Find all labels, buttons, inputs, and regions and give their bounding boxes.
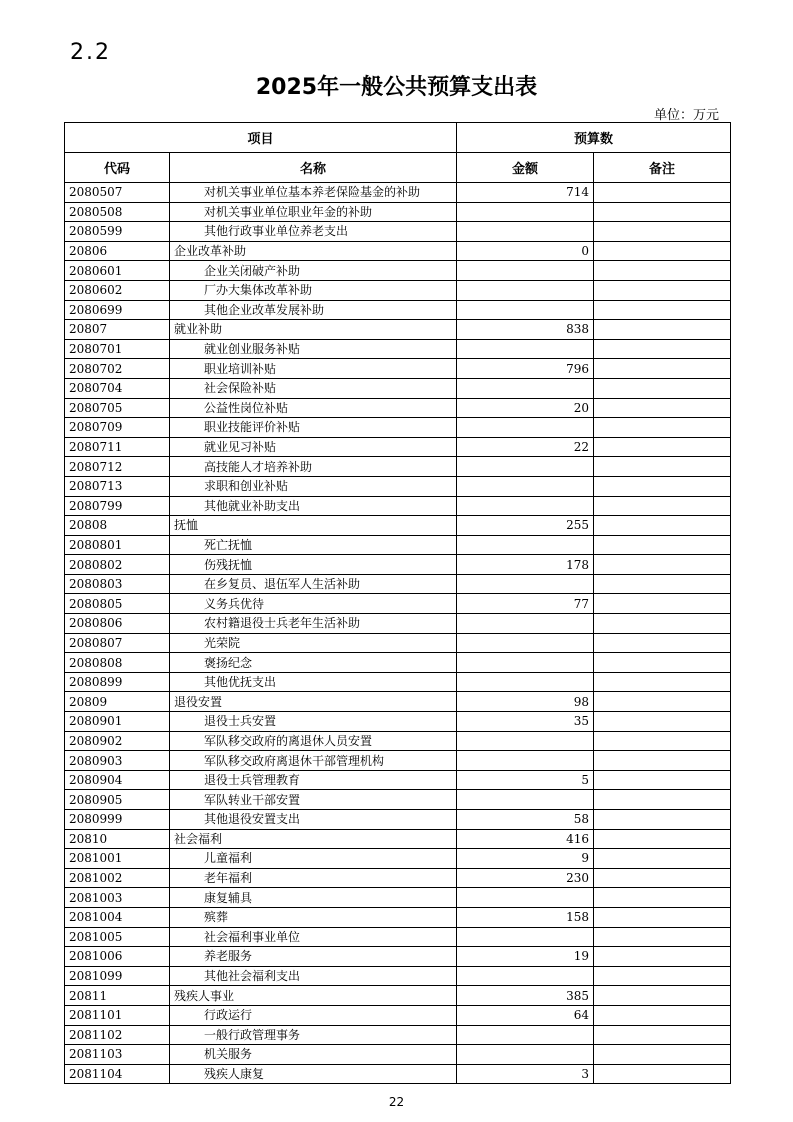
- row-amount: 9: [457, 849, 594, 869]
- row-name: 抚恤: [170, 516, 457, 536]
- row-amount: [457, 888, 594, 908]
- row-code: 2080702: [65, 359, 170, 379]
- row-amount: 35: [457, 712, 594, 732]
- row-name: 高技能人才培养补助: [170, 457, 457, 477]
- row-code: 2080699: [65, 300, 170, 320]
- row-note: [594, 359, 731, 379]
- row-code: 2080806: [65, 614, 170, 634]
- table-row: [65, 770, 731, 790]
- row-amount: [457, 731, 594, 751]
- row-code: 2080602: [65, 280, 170, 300]
- row-code: 2080802: [65, 555, 170, 575]
- row-name: 农村籍退役士兵老年生活补助: [170, 614, 457, 634]
- row-code: 2080805: [65, 594, 170, 614]
- table-row: [65, 907, 731, 927]
- page-number: 22: [388, 1095, 405, 1109]
- table-row: [65, 457, 731, 477]
- row-amount: [457, 751, 594, 771]
- table-row: [65, 1045, 731, 1065]
- header-amount: 金额: [457, 153, 594, 183]
- row-name: 职业培训补贴: [170, 359, 457, 379]
- row-name: 退役士兵安置: [170, 712, 457, 732]
- row-name: 退役士兵管理教育: [170, 770, 457, 790]
- row-code: 2080704: [65, 378, 170, 398]
- row-amount: [457, 574, 594, 594]
- row-amount: [457, 300, 594, 320]
- table-row: [65, 751, 731, 771]
- row-amount: 22: [457, 437, 594, 457]
- row-name: 养老服务: [170, 947, 457, 967]
- table-row: [65, 418, 731, 438]
- row-note: [594, 770, 731, 790]
- row-note: [594, 280, 731, 300]
- table-row: [65, 849, 731, 869]
- row-amount: [457, 457, 594, 477]
- row-amount: 77: [457, 594, 594, 614]
- row-amount: [457, 790, 594, 810]
- table-row: [65, 986, 731, 1006]
- table-body: [65, 183, 731, 1084]
- row-code: 2081004: [65, 907, 170, 927]
- row-note: [594, 829, 731, 849]
- table-row: [65, 555, 731, 575]
- header-note: 备注: [594, 153, 731, 183]
- table-row: [65, 202, 731, 222]
- row-note: [594, 849, 731, 869]
- row-name: 机关服务: [170, 1045, 457, 1065]
- row-note: [594, 751, 731, 771]
- row-note: [594, 437, 731, 457]
- row-code: 2081102: [65, 1025, 170, 1045]
- budget-table: [64, 122, 731, 1084]
- row-note: [594, 614, 731, 634]
- row-amount: 19: [457, 947, 594, 967]
- row-code: 2080799: [65, 496, 170, 516]
- row-code: 2080903: [65, 751, 170, 771]
- row-note: [594, 653, 731, 673]
- row-amount: [457, 1025, 594, 1045]
- row-note: [594, 398, 731, 418]
- row-code: 2081103: [65, 1045, 170, 1065]
- table-row: [65, 320, 731, 340]
- row-code: 2080601: [65, 261, 170, 281]
- row-amount: [457, 535, 594, 555]
- row-name: 其他就业补助支出: [170, 496, 457, 516]
- table-row: [65, 280, 731, 300]
- table-row: [65, 692, 731, 712]
- row-note: [594, 457, 731, 477]
- row-amount: 20: [457, 398, 594, 418]
- row-name: 军队移交政府离退休干部管理机构: [170, 751, 457, 771]
- row-note: [594, 320, 731, 340]
- row-note: [594, 183, 731, 203]
- row-amount: 178: [457, 555, 594, 575]
- row-name: 职业技能评价补贴: [170, 418, 457, 438]
- table-row: [65, 359, 731, 379]
- row-code: 2080904: [65, 770, 170, 790]
- table-row: [65, 966, 731, 986]
- row-code: 2080803: [65, 574, 170, 594]
- row-note: [594, 261, 731, 281]
- table-row: [65, 633, 731, 653]
- row-code: 2080705: [65, 398, 170, 418]
- row-note: [594, 966, 731, 986]
- row-note: [594, 418, 731, 438]
- row-code: 2080599: [65, 222, 170, 242]
- row-code: 2080709: [65, 418, 170, 438]
- row-note: [594, 1005, 731, 1025]
- row-amount: 838: [457, 320, 594, 340]
- header-project: 项目: [65, 123, 457, 153]
- row-note: [594, 986, 731, 1006]
- table-row: [65, 653, 731, 673]
- row-note: [594, 476, 731, 496]
- row-amount: [457, 927, 594, 947]
- row-note: [594, 907, 731, 927]
- row-code: 2081003: [65, 888, 170, 908]
- row-code: 20808: [65, 516, 170, 536]
- table-row: [65, 574, 731, 594]
- row-amount: [457, 261, 594, 281]
- table-row: [65, 437, 731, 457]
- row-name: 企业关闭破产补助: [170, 261, 457, 281]
- row-name: 义务兵优待: [170, 594, 457, 614]
- row-note: [594, 1025, 731, 1045]
- row-amount: 98: [457, 692, 594, 712]
- row-amount: [457, 672, 594, 692]
- row-amount: 796: [457, 359, 594, 379]
- header-row-top: [65, 123, 731, 153]
- table-row: [65, 672, 731, 692]
- row-amount: 5: [457, 770, 594, 790]
- row-note: [594, 790, 731, 810]
- row-amount: 158: [457, 907, 594, 927]
- row-amount: 385: [457, 986, 594, 1006]
- row-amount: [457, 378, 594, 398]
- header-code: 代码: [65, 153, 170, 183]
- row-amount: [457, 653, 594, 673]
- row-code: 2081104: [65, 1064, 170, 1084]
- table-row: [65, 496, 731, 516]
- row-name: 其他社会福利支出: [170, 966, 457, 986]
- row-name: 行政运行: [170, 1005, 457, 1025]
- header-name: 名称: [170, 153, 457, 183]
- row-note: [594, 947, 731, 967]
- row-name: 其他退役安置支出: [170, 810, 457, 830]
- row-code: 2080507: [65, 183, 170, 203]
- row-code: 2080701: [65, 339, 170, 359]
- table-row: [65, 1025, 731, 1045]
- page-title: 2025年一般公共预算支出表: [255, 75, 538, 100]
- row-note: [594, 516, 731, 536]
- row-name: 康复辅具: [170, 888, 457, 908]
- row-note: [594, 339, 731, 359]
- table-row: [65, 594, 731, 614]
- row-amount: 714: [457, 183, 594, 203]
- row-note: [594, 202, 731, 222]
- header-budget: 预算数: [457, 123, 731, 153]
- row-name: 就业见习补贴: [170, 437, 457, 457]
- row-note: [594, 555, 731, 575]
- row-amount: 230: [457, 868, 594, 888]
- row-name: 残疾人事业: [170, 986, 457, 1006]
- table-row: [65, 222, 731, 242]
- row-amount: [457, 222, 594, 242]
- row-note: [594, 1045, 731, 1065]
- table-row: [65, 1005, 731, 1025]
- table-row: [65, 476, 731, 496]
- table-row: [65, 1064, 731, 1084]
- row-amount: [457, 1045, 594, 1065]
- row-name: 公益性岗位补贴: [170, 398, 457, 418]
- row-name: 老年福利: [170, 868, 457, 888]
- row-name: 退役安置: [170, 692, 457, 712]
- row-amount: [457, 496, 594, 516]
- row-code: 2080899: [65, 672, 170, 692]
- row-code: 2081002: [65, 868, 170, 888]
- row-code: 2080902: [65, 731, 170, 751]
- row-name: 儿童福利: [170, 849, 457, 869]
- table-row: [65, 810, 731, 830]
- table-row: [65, 614, 731, 634]
- header-row-bottom: [65, 153, 731, 183]
- row-note: [594, 496, 731, 516]
- row-name: 对机关事业单位基本养老保险基金的补助: [170, 183, 457, 203]
- row-name: 求职和创业补贴: [170, 476, 457, 496]
- table-row: [65, 790, 731, 810]
- row-name: 残疾人康复: [170, 1064, 457, 1084]
- row-amount: 64: [457, 1005, 594, 1025]
- row-code: 20811: [65, 986, 170, 1006]
- row-code: 2081099: [65, 966, 170, 986]
- table-row: [65, 241, 731, 261]
- row-amount: [457, 614, 594, 634]
- row-name: 其他企业改革发展补助: [170, 300, 457, 320]
- row-amount: 416: [457, 829, 594, 849]
- row-code: 2080508: [65, 202, 170, 222]
- row-amount: 3: [457, 1064, 594, 1084]
- row-name: 死亡抚恤: [170, 535, 457, 555]
- table-row: [65, 183, 731, 203]
- row-code: 2081001: [65, 849, 170, 869]
- row-note: [594, 535, 731, 555]
- row-name: 就业创业服务补贴: [170, 339, 457, 359]
- table-row: [65, 535, 731, 555]
- row-code: 20806: [65, 241, 170, 261]
- row-note: [594, 712, 731, 732]
- row-code: 2080801: [65, 535, 170, 555]
- row-amount: [457, 339, 594, 359]
- row-name: 就业补助: [170, 320, 457, 340]
- row-name: 其他行政事业单位养老支出: [170, 222, 457, 242]
- row-name: 企业改革补助: [170, 241, 457, 261]
- table-row: [65, 829, 731, 849]
- table-row: [65, 378, 731, 398]
- table-row: [65, 731, 731, 751]
- row-amount: [457, 966, 594, 986]
- row-name: 军队转业干部安置: [170, 790, 457, 810]
- row-amount: [457, 633, 594, 653]
- row-amount: [457, 476, 594, 496]
- row-note: [594, 868, 731, 888]
- table-row: [65, 947, 731, 967]
- row-name: 殡葬: [170, 907, 457, 927]
- row-note: [594, 888, 731, 908]
- table-row: [65, 927, 731, 947]
- row-name: 伤残抚恤: [170, 555, 457, 575]
- row-code: 2080713: [65, 476, 170, 496]
- row-code: 20807: [65, 320, 170, 340]
- row-code: 20810: [65, 829, 170, 849]
- row-name: 褒扬纪念: [170, 653, 457, 673]
- row-name: 社会福利: [170, 829, 457, 849]
- row-note: [594, 633, 731, 653]
- row-code: 2081101: [65, 1005, 170, 1025]
- table-row: [65, 300, 731, 320]
- row-code: 2080905: [65, 790, 170, 810]
- row-note: [594, 574, 731, 594]
- row-code: 20809: [65, 692, 170, 712]
- table-row: [65, 398, 731, 418]
- table-row: [65, 888, 731, 908]
- unit-label: 单位：万元: [653, 108, 719, 123]
- row-note: [594, 731, 731, 751]
- table-row: [65, 868, 731, 888]
- row-name: 在乡复员、退伍军人生活补助: [170, 574, 457, 594]
- row-amount: 255: [457, 516, 594, 536]
- row-note: [594, 300, 731, 320]
- row-note: [594, 927, 731, 947]
- row-code: 2080901: [65, 712, 170, 732]
- table-row: [65, 261, 731, 281]
- row-code: 2080807: [65, 633, 170, 653]
- row-name: 对机关事业单位职业年金的补助: [170, 202, 457, 222]
- row-note: [594, 810, 731, 830]
- row-note: [594, 672, 731, 692]
- row-name: 其他优抚支出: [170, 672, 457, 692]
- row-note: [594, 222, 731, 242]
- row-amount: [457, 202, 594, 222]
- row-amount: [457, 280, 594, 300]
- table-row: [65, 516, 731, 536]
- row-note: [594, 1064, 731, 1084]
- row-name: 厂办大集体改革补助: [170, 280, 457, 300]
- row-name: 一般行政管理事务: [170, 1025, 457, 1045]
- row-code: 2081006: [65, 947, 170, 967]
- row-note: [594, 241, 731, 261]
- table-row: [65, 712, 731, 732]
- row-code: 2081005: [65, 927, 170, 947]
- section-number: 2.2: [70, 40, 111, 65]
- row-amount: 0: [457, 241, 594, 261]
- row-amount: 58: [457, 810, 594, 830]
- row-name: 光荣院: [170, 633, 457, 653]
- table-row: [65, 339, 731, 359]
- row-code: 2080711: [65, 437, 170, 457]
- row-name: 社会保险补贴: [170, 378, 457, 398]
- row-name: 军队移交政府的离退休人员安置: [170, 731, 457, 751]
- row-amount: [457, 418, 594, 438]
- row-note: [594, 594, 731, 614]
- row-code: 2080808: [65, 653, 170, 673]
- row-note: [594, 692, 731, 712]
- row-code: 2080999: [65, 810, 170, 830]
- row-name: 社会福利事业单位: [170, 927, 457, 947]
- row-code: 2080712: [65, 457, 170, 477]
- row-note: [594, 378, 731, 398]
